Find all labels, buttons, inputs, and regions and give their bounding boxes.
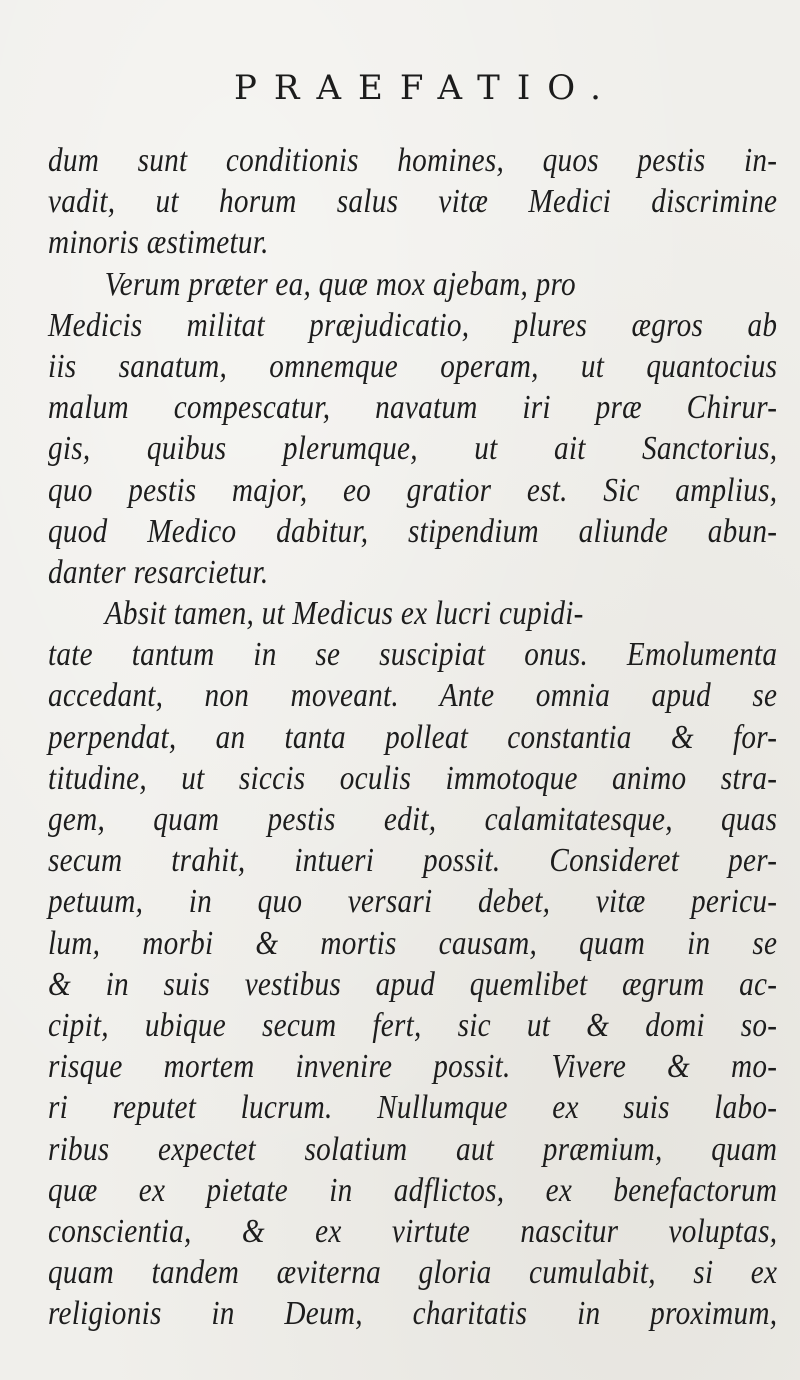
running-header: PRAEFATIO. <box>234 68 618 108</box>
text-line: risque mortem invenire possit. Vivere & mo- <box>48 1048 778 1086</box>
text-line: titudine, ut siccis oculis immotoque animo stra- <box>48 759 778 797</box>
text-line: petuum, in quo versari debet, vitæ pericu- <box>48 883 778 921</box>
text-line: iis sanatum, omnemque operam, ut quantocius <box>48 347 778 385</box>
text-line: quæ ex pietate in adflictos, ex benefactorum <box>48 1171 778 1209</box>
text-line: quam tandem æviterna gloria cumulabit, si ex <box>48 1254 778 1292</box>
text-line: vadit, ut horum salus vitæ Medici discrimine <box>48 183 778 221</box>
text-line: ribus expectet solatium aut præmium, quam <box>48 1130 778 1168</box>
paragraph-start-line: Absit tamen, ut Medicus ex lucri cupidi- <box>104 595 584 633</box>
text-line: malum compescatur, navatum iri præ Chirur- <box>48 389 778 427</box>
text-line: religionis in Deum, charitatis in proximum, <box>48 1295 778 1333</box>
text-line: cipit, ubique secum fert, sic ut & domi so- <box>48 1006 778 1044</box>
text-line: secum trahit, intueri possit. Consideret per- <box>48 842 778 880</box>
text-line: conscientia, & ex virtute nascitur voluptas, <box>48 1212 778 1250</box>
text-line: perpendat, an tanta polleat constantia & for- <box>48 718 778 756</box>
text-line: Medicis militat præjudicatio, plures ægros ab <box>48 306 778 344</box>
text-line: minoris æstimetur. <box>48 224 269 262</box>
text-line: quo pestis major, eo gratior est. Sic amplius, <box>48 471 778 509</box>
text-line: & in suis vestibus apud quemlibet ægrum ac- <box>48 965 778 1003</box>
text-line: danter resarcietur. <box>48 553 269 591</box>
text-line: quod Medico dabitur, stipendium aliunde abun- <box>48 512 778 550</box>
body-text <box>48 140 778 1334</box>
text-line: gem, quam pestis edit, calamitatesque, quas <box>48 801 778 838</box>
text-line: accedant, non moveant. Ante omnia apud se <box>48 677 778 715</box>
text-line: dum sunt conditionis homines, quos pestis in- <box>48 142 778 179</box>
text-line: tate tantum in se suscipiat onus. Emolumenta <box>48 636 778 674</box>
paragraph-start-line: Verum præter ea, quæ mox ajebam, pro <box>104 265 576 303</box>
text-line: ri reputet lucrum. Nullumque ex suis labo- <box>48 1089 778 1127</box>
text-line: lum, morbi & mortis causam, quam in se <box>48 924 778 962</box>
text-line: gis, quibus plerumque, ut ait Sanctorius, <box>48 430 778 468</box>
